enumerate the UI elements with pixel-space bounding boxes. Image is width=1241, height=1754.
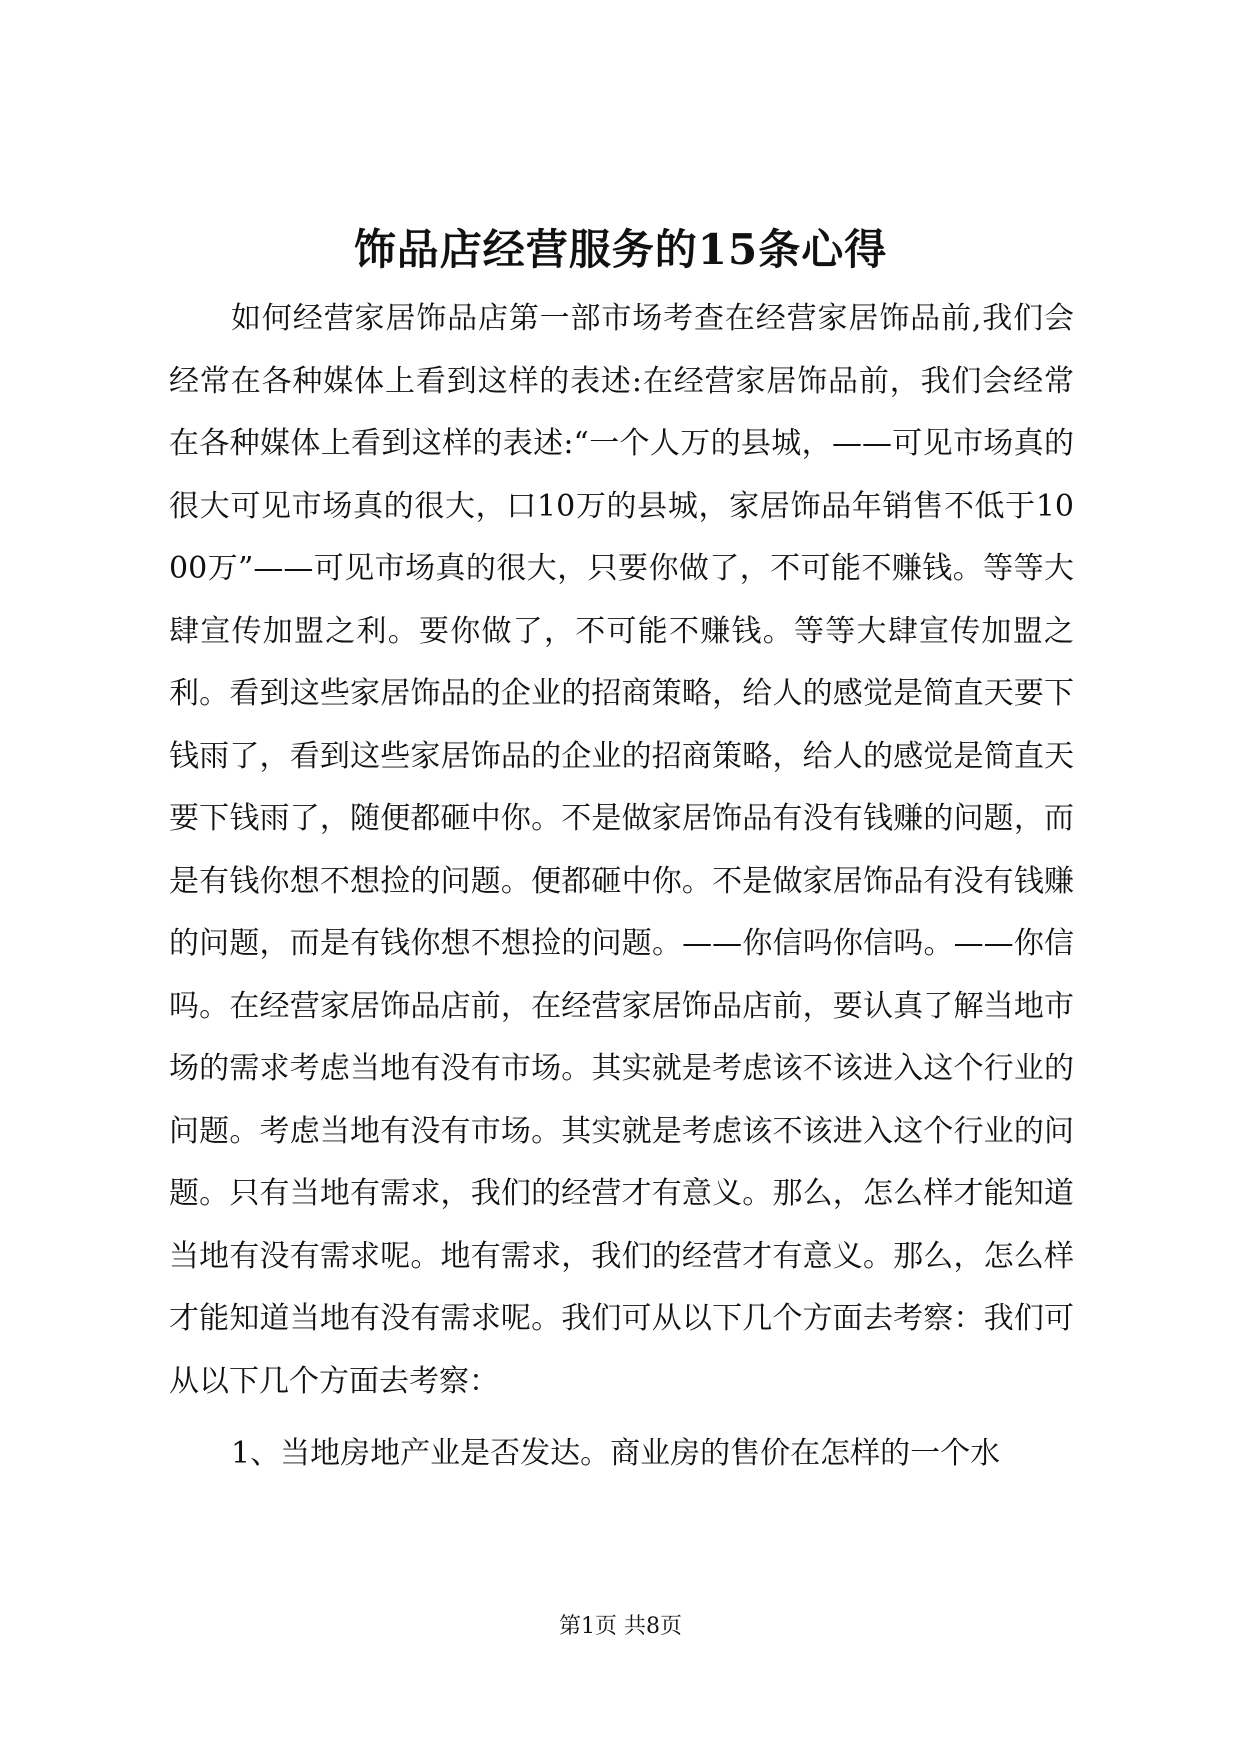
document-body [169,288,1074,1486]
page-footer: 第1页 共8页 [559,1614,682,1639]
paragraph-2: 1、当地房地产业是否发达。商业房的售价在怎样的一个水 [231,1436,1001,1471]
paragraph-1: 如何经营家居饰品店第一部市场考查在经营家居饰品前,我们会经常在各种媒体上看到这样的表述:在经营家居饰品前，我们会经常在各种媒体上看到这样的表述:“一个人万的县城，——可见市场真的很大可见市场真的很大，口10万的县城，家居饰品年销售不低于1000万”——可见市场真的很大，只要你做了，不可能不赚钱。等等大肆宣传加盟之利。要你做了，不可能不赚钱。等等大肆宣传加盟之利。看到这些家居饰品的企业的招商策略，给人的感觉是简直天要下钱雨了，看到这些家居饰品的企业的招商策略，给人的感觉是简直天要下钱雨了，随便都砸中你。不是做家居饰品有没有钱赚的问题，而是有钱你想不想捡的问题。便都砸中你。不是做家居饰品有没有钱赚的问题，而是有钱你想不想捡的问题。——你信吗你信吗。——你信吗。在经营家居饰品店前，在经营家居饰品店前，要认真了解当地市场的需求考虑当地有没有市场。其实就是考虑该不该进入这个行业的问题。考虑当地有没有市场。其实就是考虑该不该进入这个行业的问题。只有当地有需求，我们的经营才有意义。那么，怎么样才能知道当地有没有需求呢。地有需求，我们的经营才有意义。那么，怎么样才能知道当地有没有需求呢。我们可从以下几个方面去考察：我们可从以下几个方面去考察： [169,301,1074,1399]
document-title: 饰品店经营服务的15条心得 [353,225,888,274]
